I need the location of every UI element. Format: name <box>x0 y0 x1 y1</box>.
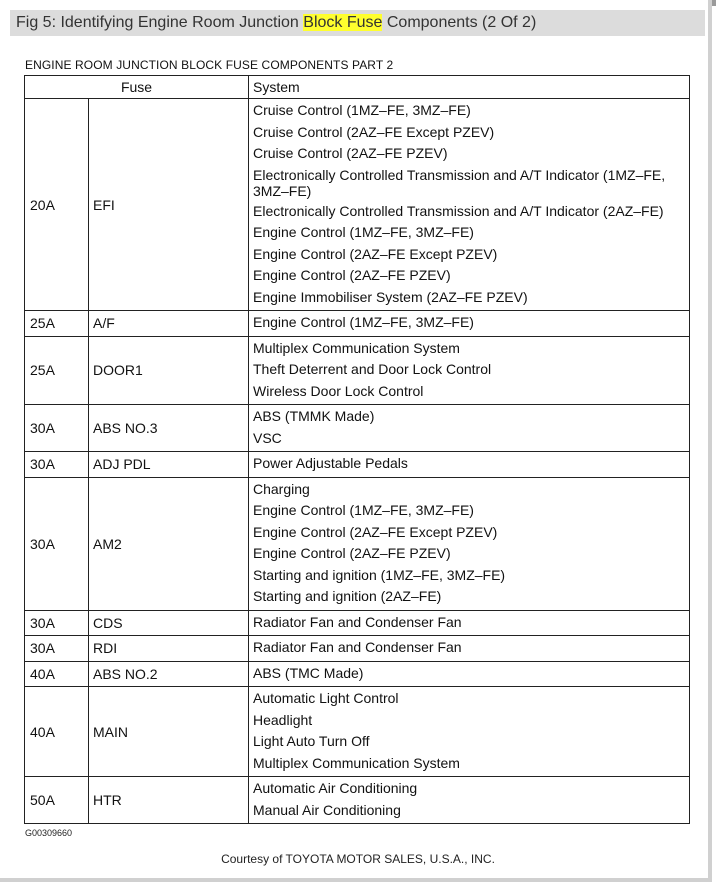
system-entry: Cruise Control (1MZ–FE, 3MZ–FE) <box>253 102 471 118</box>
fuse-amperage: 50A <box>25 777 89 824</box>
table-caption: ENGINE ROOM JUNCTION BLOCK FUSE COMPONENTS PART 2 <box>25 58 394 72</box>
system-entry: Engine Control (2AZ–FE Except PZEV) <box>253 245 498 262</box>
header-fuse: Fuse <box>25 76 249 99</box>
table-row <box>25 452 690 478</box>
system-entry: Engine Control (2AZ–FE Except PZEV) <box>253 523 498 540</box>
fuse-systems <box>249 99 690 311</box>
system-entry: Power Adjustable Pedals <box>253 455 408 471</box>
table-header-row <box>25 76 690 99</box>
fuse-systems <box>249 336 690 405</box>
system-entry: Electronically Controlled Transmission and A/T Indicator (2AZ–FE) <box>253 202 664 219</box>
table-row <box>25 405 690 452</box>
system-entry: Radiator Fan and Condenser Fan <box>253 613 462 630</box>
system-entry: Cruise Control (2AZ–FE PZEV) <box>253 145 448 161</box>
fuse-amperage: 25A <box>25 311 89 337</box>
fuse-amperage: 30A <box>25 610 89 636</box>
system-entry: Multiplex Communication System <box>253 339 460 356</box>
fuse-name: ADJ PDL <box>89 452 249 478</box>
fuse-figure <box>24 58 694 838</box>
system-entry: Automatic Air Conditioning <box>253 780 418 796</box>
system-entry: Wireless Door Lock Control <box>253 382 424 399</box>
fuse-name: EFI <box>89 99 249 311</box>
figure-title-bar <box>10 10 705 36</box>
system-entry: Theft Deterrent and Door Lock Control <box>253 361 492 377</box>
title-highlight: Block Fuse <box>303 14 383 31</box>
figure-code: G00309660 <box>25 828 73 838</box>
table-row <box>25 99 690 311</box>
fuse-name: HTR <box>89 777 249 824</box>
fuse-amperage: 30A <box>25 636 89 662</box>
fuse-amperage: 30A <box>25 405 89 452</box>
fuse-name: RDI <box>89 636 249 662</box>
fuse-systems <box>249 477 690 610</box>
fuse-systems <box>249 636 690 662</box>
fuse-amperage: 25A <box>25 336 89 405</box>
fuse-systems <box>249 452 690 478</box>
system-entry: VSC <box>253 429 282 446</box>
system-entry: ABS (TMC Made) <box>253 664 364 681</box>
fuse-name: CDS <box>89 610 249 636</box>
fuse-amperage: 30A <box>25 477 89 610</box>
system-entry: Engine Control (2AZ–FE PZEV) <box>253 545 451 561</box>
fuse-name: A/F <box>89 311 249 337</box>
title-prefix: Fig 5: Identifying Engine Room Junction <box>16 14 304 31</box>
fuse-systems <box>249 661 690 687</box>
system-entry: Starting and ignition (1MZ–FE, 3MZ–FE) <box>253 566 506 583</box>
system-entry: ABS (TMMK Made) <box>253 408 375 424</box>
table-row <box>25 777 690 824</box>
fuse-table-body <box>25 99 690 824</box>
table-row <box>25 311 690 337</box>
fuse-name: MAIN <box>89 687 249 777</box>
fuse-name: ABS NO.2 <box>89 661 249 687</box>
figure-title <box>16 14 536 32</box>
system-entry: Engine Control (1MZ–FE, 3MZ–FE) <box>253 224 474 240</box>
system-entry: Engine Immobiliser System (2AZ–FE PZEV) <box>253 288 528 305</box>
system-entry: Radiator Fan and Condenser Fan <box>253 639 462 655</box>
system-entry: Manual Air Conditioning <box>253 801 401 818</box>
table-row <box>25 687 690 777</box>
fuse-table <box>24 75 690 824</box>
fuse-name: ABS NO.3 <box>89 405 249 452</box>
fuse-amperage: 30A <box>25 452 89 478</box>
table-row <box>25 636 690 662</box>
system-entry: Electronically Controlled Transmission and A/T Indicator (1MZ–FE, 3MZ–FE) <box>253 166 666 199</box>
system-entry: Starting and ignition (2AZ–FE) <box>253 588 442 604</box>
fuse-name: AM2 <box>89 477 249 610</box>
fuse-amperage: 40A <box>25 687 89 777</box>
system-entry: Multiplex Communication System <box>253 754 460 771</box>
system-entry: Headlight <box>253 711 313 728</box>
header-system: System <box>249 76 690 99</box>
fuse-systems <box>249 777 690 824</box>
fuse-amperage: 40A <box>25 661 89 687</box>
table-row <box>25 610 690 636</box>
fuse-systems <box>249 610 690 636</box>
system-entry: Engine Control (1MZ–FE, 3MZ–FE) <box>253 314 474 330</box>
fuse-systems <box>249 687 690 777</box>
system-entry: Charging <box>253 480 310 497</box>
system-entry: Engine Control (2AZ–FE PZEV) <box>253 267 451 283</box>
fuse-systems <box>249 405 690 452</box>
table-row <box>25 477 690 610</box>
system-entry: Light Auto Turn Off <box>253 733 370 749</box>
table-row <box>25 336 690 405</box>
system-entry: Automatic Light Control <box>253 690 399 706</box>
title-suffix: Components (2 Of 2) <box>382 14 537 31</box>
table-row <box>25 661 690 687</box>
system-entry: Cruise Control (2AZ–FE Except PZEV) <box>253 123 495 140</box>
fuse-systems <box>249 311 690 337</box>
fuse-name: DOOR1 <box>89 336 249 405</box>
system-entry: Engine Control (1MZ–FE, 3MZ–FE) <box>253 502 474 518</box>
fuse-amperage: 20A <box>25 99 89 311</box>
courtesy-line: Courtesy of TOYOTA MOTOR SALES, U.S.A., INC. <box>221 852 495 866</box>
